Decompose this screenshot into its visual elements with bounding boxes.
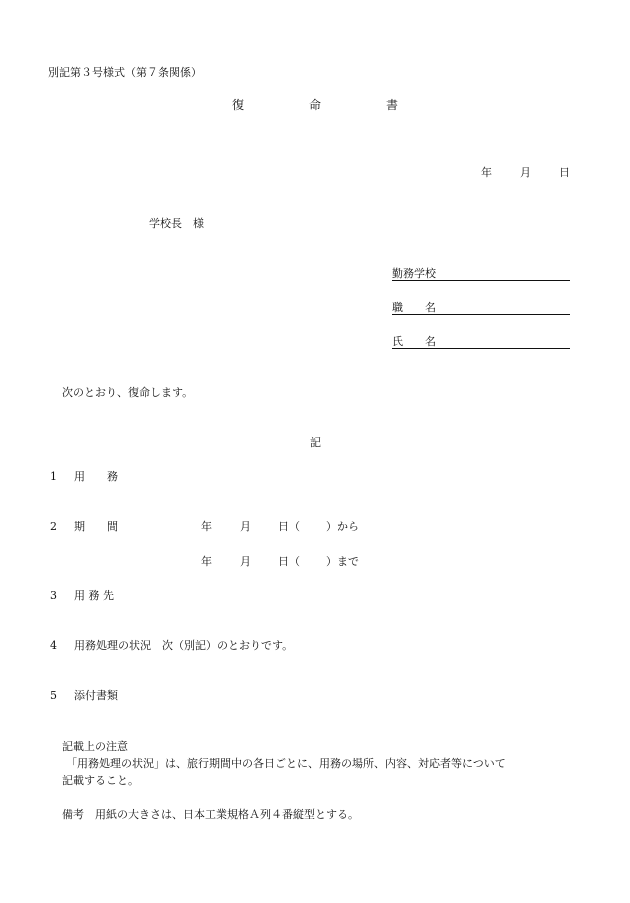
- period-to-month: 月: [240, 555, 251, 568]
- date-month: 月: [520, 166, 531, 179]
- period-to-suffix: ）まで: [326, 555, 359, 568]
- item-5-label: 添付書類: [74, 689, 118, 702]
- remark-text: 備考 用紙の大きさは、日本工業規格Ａ列４番縦型とする。: [62, 808, 359, 821]
- title-char-1: 復: [232, 98, 245, 112]
- item-3-number: 3: [50, 589, 57, 602]
- addressee: 学校長 様: [149, 217, 204, 230]
- date-year: 年: [481, 166, 492, 179]
- period-from-month: 月: [240, 520, 251, 533]
- notes-line-2: 記載すること。: [62, 774, 139, 787]
- period-to-year: 年: [201, 555, 212, 568]
- item-4-number: 4: [50, 639, 57, 652]
- item-5-number: 5: [50, 689, 57, 702]
- school-field: [392, 267, 570, 281]
- intro-text: 次のとおり、復命します。: [62, 386, 194, 399]
- item-2-number: 2: [50, 520, 57, 533]
- period-to-day: 日（: [278, 555, 300, 568]
- item-1-number: 1: [50, 470, 57, 483]
- item-3-label: 用 務 先: [74, 589, 114, 602]
- item-1-label: 用 務: [74, 470, 118, 483]
- notes-line-1: 「用務処理の状況」は、旅行期間中の各日ごとに、用務の場所、内容、対応者等について: [66, 757, 506, 770]
- period-from-suffix: ）から: [326, 520, 359, 533]
- item-4-label: 用務処理の状況 次（別記）のとおりです。: [74, 639, 294, 652]
- form-label: 別記第３号様式（第７条関係）: [48, 66, 202, 79]
- period-from-year: 年: [201, 520, 212, 533]
- ki-heading: 記: [310, 436, 321, 449]
- school-label: 勤務学校: [392, 267, 436, 280]
- date-day: 日: [559, 166, 570, 179]
- title-char-3: 書: [386, 98, 399, 112]
- period-from-day: 日（: [278, 520, 300, 533]
- document-title: [0, 99, 630, 113]
- position-field: [392, 301, 570, 315]
- item-2-label: 期 間: [74, 520, 118, 533]
- notes-heading: 記載上の注意: [62, 740, 128, 753]
- title-char-2: 命: [309, 98, 322, 112]
- position-label: 職 名: [392, 301, 436, 314]
- name-field: [392, 335, 570, 349]
- name-label: 氏 名: [392, 335, 436, 348]
